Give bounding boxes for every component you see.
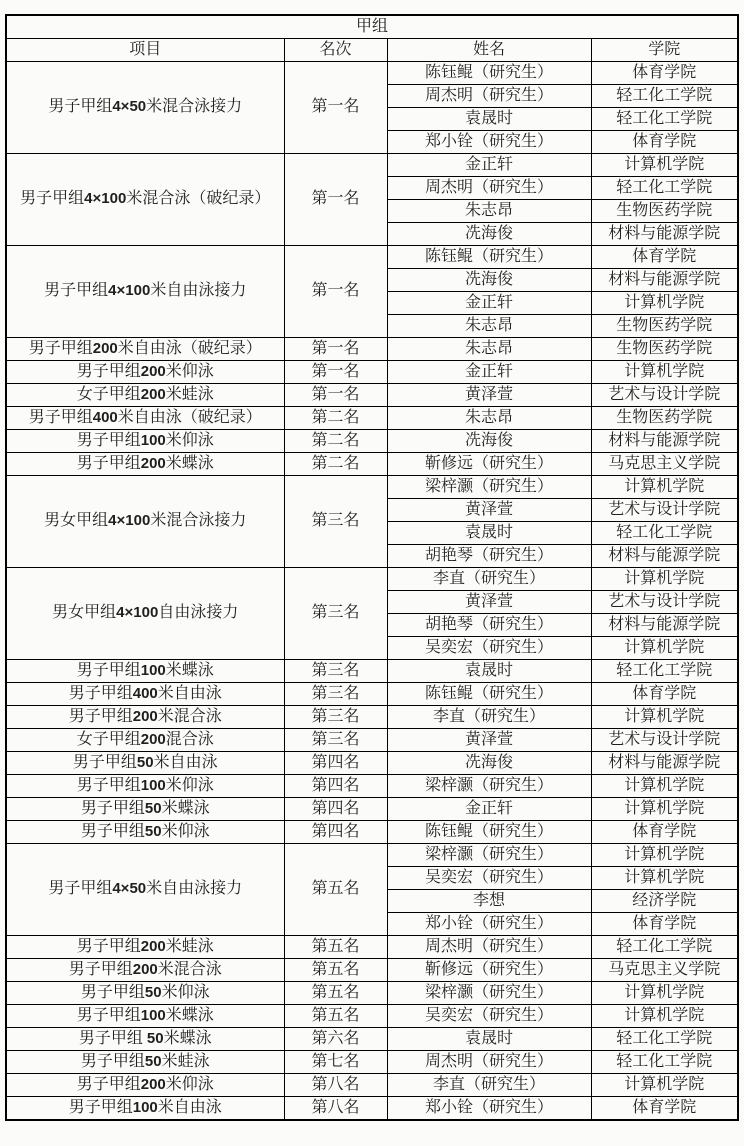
college-cell: 经济学院 (591, 890, 738, 913)
rank-cell: 第三名 (284, 568, 387, 660)
results-body (6, 62, 738, 1121)
college-cell: 轻工化工学院 (591, 177, 738, 200)
event-cell: 男子甲组4×50米自由泳接力 (6, 844, 284, 936)
table-row (6, 384, 738, 407)
college-cell: 计算机学院 (591, 154, 738, 177)
college-cell: 轻工化工学院 (591, 108, 738, 131)
event-cell: 男子甲组50米蛙泳 (6, 1051, 284, 1074)
college-cell: 材料与能源学院 (591, 223, 738, 246)
name-cell: 冼海俊 (387, 752, 591, 775)
event-cell: 男子甲组4×100米自由泳接力 (6, 246, 284, 338)
college-cell: 艺术与设计学院 (591, 384, 738, 407)
table-row (6, 1074, 738, 1097)
name-cell: 李直（研究生） (387, 568, 591, 591)
rank-cell: 第八名 (284, 1097, 387, 1121)
column-header-rank: 名次 (284, 39, 387, 62)
college-cell: 计算机学院 (591, 775, 738, 798)
college-cell: 计算机学院 (591, 361, 738, 384)
name-cell: 袁晟时 (387, 1028, 591, 1051)
rank-cell: 第四名 (284, 798, 387, 821)
name-cell: 陈钰鲲（研究生） (387, 683, 591, 706)
event-cell: 男子甲组100米仰泳 (6, 430, 284, 453)
table-row (6, 752, 738, 775)
college-cell: 材料与能源学院 (591, 614, 738, 637)
rank-cell: 第六名 (284, 1028, 387, 1051)
table-row (6, 407, 738, 430)
college-cell: 轻工化工学院 (591, 660, 738, 683)
event-cell: 男子甲组100米仰泳 (6, 775, 284, 798)
group-title: 甲组 (6, 15, 738, 39)
college-cell: 材料与能源学院 (591, 545, 738, 568)
table-row (6, 62, 738, 85)
event-cell: 男子甲组50米蝶泳 (6, 798, 284, 821)
name-cell: 胡艳琴（研究生） (387, 545, 591, 568)
rank-cell: 第二名 (284, 430, 387, 453)
event-cell: 男女甲组4×100米混合泳接力 (6, 476, 284, 568)
table-row (6, 936, 738, 959)
table-row (6, 1051, 738, 1074)
event-cell: 男子甲组200米仰泳 (6, 1074, 284, 1097)
table-row (6, 1028, 738, 1051)
name-cell: 郑小铨（研究生） (387, 131, 591, 154)
college-cell: 计算机学院 (591, 867, 738, 890)
name-cell: 胡艳琴（研究生） (387, 614, 591, 637)
college-cell: 体育学院 (591, 683, 738, 706)
event-cell: 男子甲组100米自由泳 (6, 1097, 284, 1121)
name-cell: 李直（研究生） (387, 706, 591, 729)
college-cell: 轻工化工学院 (591, 1051, 738, 1074)
table-row (6, 729, 738, 752)
name-cell: 梁梓灏（研究生） (387, 775, 591, 798)
name-cell: 金正轩 (387, 292, 591, 315)
name-cell: 袁晟时 (387, 108, 591, 131)
rank-cell: 第五名 (284, 844, 387, 936)
college-cell: 计算机学院 (591, 844, 738, 867)
table-row (6, 775, 738, 798)
event-cell: 男子甲组200米混合泳 (6, 706, 284, 729)
college-cell: 艺术与设计学院 (591, 499, 738, 522)
rank-cell: 第一名 (284, 361, 387, 384)
college-cell: 材料与能源学院 (591, 752, 738, 775)
college-cell: 体育学院 (591, 821, 738, 844)
table-row (6, 706, 738, 729)
college-cell: 生物医药学院 (591, 200, 738, 223)
college-cell: 艺术与设计学院 (591, 591, 738, 614)
name-cell: 陈钰鲲（研究生） (387, 62, 591, 85)
event-cell: 女子甲组200米蛙泳 (6, 384, 284, 407)
college-cell: 计算机学院 (591, 476, 738, 499)
name-cell: 陈钰鲲（研究生） (387, 821, 591, 844)
name-cell: 李直（研究生） (387, 1074, 591, 1097)
name-cell: 李想 (387, 890, 591, 913)
college-cell: 材料与能源学院 (591, 430, 738, 453)
name-cell: 黄泽萱 (387, 591, 591, 614)
rank-cell: 第八名 (284, 1074, 387, 1097)
name-cell: 梁梓灏（研究生） (387, 982, 591, 1005)
event-cell: 女子甲组200混合泳 (6, 729, 284, 752)
table-row (6, 430, 738, 453)
table-row (6, 338, 738, 361)
rank-cell: 第五名 (284, 1005, 387, 1028)
event-cell: 男子甲组200米仰泳 (6, 361, 284, 384)
name-cell: 金正轩 (387, 154, 591, 177)
table-row (6, 660, 738, 683)
college-cell: 计算机学院 (591, 982, 738, 1005)
name-cell: 吴奕宏（研究生） (387, 1005, 591, 1028)
table-row (6, 1097, 738, 1121)
event-cell: 男子甲组400米自由泳（破纪录） (6, 407, 284, 430)
name-cell: 黄泽萱 (387, 729, 591, 752)
event-cell: 男女甲组4×100自由泳接力 (6, 568, 284, 660)
college-cell: 体育学院 (591, 131, 738, 154)
college-cell: 马克思主义学院 (591, 959, 738, 982)
rank-cell: 第三名 (284, 706, 387, 729)
college-cell: 体育学院 (591, 246, 738, 269)
rank-cell: 第二名 (284, 453, 387, 476)
table-row (6, 361, 738, 384)
table-row (6, 798, 738, 821)
college-cell: 计算机学院 (591, 706, 738, 729)
group-title-row (6, 15, 738, 39)
name-cell: 郑小铨（研究生） (387, 913, 591, 936)
college-cell: 计算机学院 (591, 292, 738, 315)
rank-cell: 第一名 (284, 62, 387, 154)
rank-cell: 第四名 (284, 775, 387, 798)
name-cell: 靳修远（研究生） (387, 453, 591, 476)
name-cell: 梁梓灏（研究生） (387, 476, 591, 499)
name-cell: 梁梓灏（研究生） (387, 844, 591, 867)
table-row (6, 453, 738, 476)
name-cell: 周杰明（研究生） (387, 936, 591, 959)
table-row (6, 246, 738, 269)
rank-cell: 第三名 (284, 476, 387, 568)
college-cell: 生物医药学院 (591, 338, 738, 361)
rank-cell: 第五名 (284, 936, 387, 959)
college-cell: 轻工化工学院 (591, 85, 738, 108)
name-cell: 吴奕宏（研究生） (387, 637, 591, 660)
name-cell: 袁晟时 (387, 660, 591, 683)
column-header-name: 姓名 (387, 39, 591, 62)
rank-cell: 第一名 (284, 154, 387, 246)
table-row (6, 154, 738, 177)
college-cell: 轻工化工学院 (591, 936, 738, 959)
name-cell: 陈钰鲲（研究生） (387, 246, 591, 269)
name-cell: 朱志昂 (387, 338, 591, 361)
rank-cell: 第三名 (284, 660, 387, 683)
college-cell: 材料与能源学院 (591, 269, 738, 292)
column-header-college: 学院 (591, 39, 738, 62)
college-cell: 轻工化工学院 (591, 1028, 738, 1051)
event-cell: 男子甲组4×50米混合泳接力 (6, 62, 284, 154)
college-cell: 生物医药学院 (591, 315, 738, 338)
table-row (6, 982, 738, 1005)
college-cell: 艺术与设计学院 (591, 729, 738, 752)
rank-cell: 第四名 (284, 821, 387, 844)
name-cell: 黄泽萱 (387, 499, 591, 522)
table-row (6, 1005, 738, 1028)
name-cell: 冼海俊 (387, 430, 591, 453)
college-cell: 马克思主义学院 (591, 453, 738, 476)
event-cell: 男子甲组100米蝶泳 (6, 660, 284, 683)
college-cell: 轻工化工学院 (591, 522, 738, 545)
event-cell: 男子甲组400米自由泳 (6, 683, 284, 706)
event-cell: 男子甲组200米自由泳（破纪录） (6, 338, 284, 361)
event-cell: 男子甲组100米蝶泳 (6, 1005, 284, 1028)
rank-cell: 第五名 (284, 982, 387, 1005)
results-table (5, 14, 739, 1121)
rank-cell: 第三名 (284, 729, 387, 752)
name-cell: 朱志昂 (387, 315, 591, 338)
college-cell: 计算机学院 (591, 798, 738, 821)
college-cell: 计算机学院 (591, 637, 738, 660)
name-cell: 冼海俊 (387, 223, 591, 246)
name-cell: 吴奕宏（研究生） (387, 867, 591, 890)
event-cell: 男子甲组200米蛙泳 (6, 936, 284, 959)
rank-cell: 第一名 (284, 246, 387, 338)
event-cell: 男子甲组50米仰泳 (6, 821, 284, 844)
college-cell: 体育学院 (591, 1097, 738, 1121)
event-cell: 男子甲组50米仰泳 (6, 982, 284, 1005)
table-row (6, 476, 738, 499)
name-cell: 周杰明（研究生） (387, 1051, 591, 1074)
name-cell: 金正轩 (387, 361, 591, 384)
event-cell: 男子甲组4×100米混合泳（破纪录） (6, 154, 284, 246)
name-cell: 金正轩 (387, 798, 591, 821)
college-cell: 计算机学院 (591, 1074, 738, 1097)
rank-cell: 第一名 (284, 338, 387, 361)
table-row (6, 568, 738, 591)
college-cell: 体育学院 (591, 913, 738, 936)
table-row (6, 683, 738, 706)
rank-cell: 第四名 (284, 752, 387, 775)
event-cell: 男子甲组200米蝶泳 (6, 453, 284, 476)
rank-cell: 第一名 (284, 384, 387, 407)
table-row (6, 844, 738, 867)
name-cell: 袁晟时 (387, 522, 591, 545)
name-cell: 周杰明（研究生） (387, 85, 591, 108)
name-cell: 郑小铨（研究生） (387, 1097, 591, 1121)
name-cell: 冼海俊 (387, 269, 591, 292)
name-cell: 黄泽萱 (387, 384, 591, 407)
rank-cell: 第三名 (284, 683, 387, 706)
rank-cell: 第七名 (284, 1051, 387, 1074)
college-cell: 生物医药学院 (591, 407, 738, 430)
table-row (6, 821, 738, 844)
college-cell: 计算机学院 (591, 568, 738, 591)
name-cell: 靳修远（研究生） (387, 959, 591, 982)
name-cell: 朱志昂 (387, 200, 591, 223)
college-cell: 计算机学院 (591, 1005, 738, 1028)
name-cell: 周杰明（研究生） (387, 177, 591, 200)
name-cell: 朱志昂 (387, 407, 591, 430)
rank-cell: 第二名 (284, 407, 387, 430)
column-header-event: 项目 (6, 39, 284, 62)
event-cell: 男子甲组200米混合泳 (6, 959, 284, 982)
college-cell: 体育学院 (591, 62, 738, 85)
table-row (6, 959, 738, 982)
column-header-row (6, 39, 738, 62)
event-cell: 男子甲组50米自由泳 (6, 752, 284, 775)
rank-cell: 第五名 (284, 959, 387, 982)
event-cell: 男子甲组 50米蝶泳 (6, 1028, 284, 1051)
